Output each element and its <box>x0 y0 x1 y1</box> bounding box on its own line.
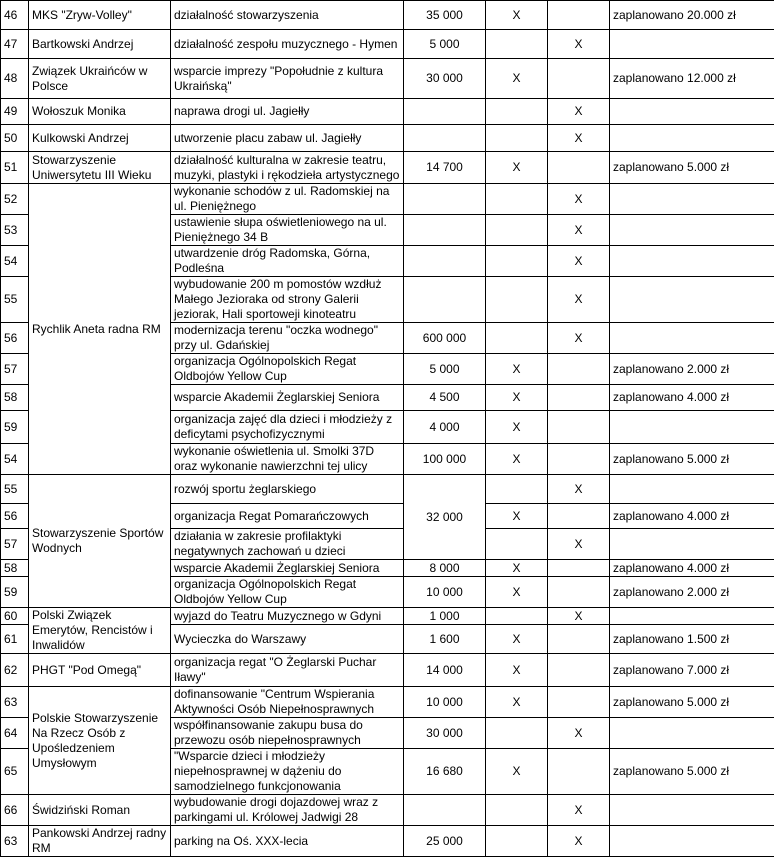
purpose-cell: wsparcie Akademii Żeglarskiej Seniora <box>171 385 404 411</box>
table-row <box>1 184 774 215</box>
amount-cell: 10 000 <box>404 577 486 608</box>
purpose-cell: utwardzenie dróg Radomska, Górna, Podleśna <box>171 246 404 277</box>
row-number: 55 <box>1 475 29 504</box>
amount-cell: 30 000 <box>404 59 486 99</box>
amount-cell: 25 000 <box>404 826 486 857</box>
mark-b-cell <box>548 59 610 99</box>
purpose-cell: naprawa drogi ul. Jagiełły <box>171 99 404 125</box>
amount-cell: 1 000 <box>404 608 486 625</box>
mark-b-cell: X <box>548 125 610 152</box>
row-number: 63 <box>1 687 29 718</box>
row-number: 47 <box>1 30 29 59</box>
note-cell: zaplanowano 4.000 zł <box>610 504 774 529</box>
purpose-cell: wybudowanie 200 m pomostów wzdłuż Małego Jezioraka od strony Galerii jeziorak, Hali sportoweji kinoteatru <box>171 277 404 323</box>
mark-b-cell <box>548 625 610 654</box>
note-cell <box>610 30 774 59</box>
purpose-cell: współfinansowanie zakupu busa do przewozu osób niepełnosprawnych <box>171 718 404 749</box>
table-row <box>1 59 774 99</box>
row-number: 49 <box>1 99 29 125</box>
row-number: 61 <box>1 625 29 654</box>
mark-a-cell: X <box>486 1 548 30</box>
note-cell <box>610 215 774 246</box>
note-cell <box>610 184 774 215</box>
purpose-cell: dofinansowanie "Centrum Wspierania Aktywności Osób Niepełnosprawnych <box>171 687 404 718</box>
mark-b-cell: X <box>548 826 610 857</box>
amount-cell: 600 000 <box>404 323 486 354</box>
applicant-cell: Rychlik Aneta radna RM <box>29 184 171 475</box>
mark-a-cell: X <box>486 59 548 99</box>
purpose-cell: organizacja Ogólnopolskich Regat Oldbojów Yellow Cup <box>171 577 404 608</box>
row-number: 54 <box>1 246 29 277</box>
amount-cell: 16 680 <box>404 749 486 795</box>
purpose-cell: działalność zespołu muzycznego - Hymen <box>171 30 404 59</box>
applicant-cell: Polskie Stowarzyszenie Na Rzecz Osób z Upośledzeniem Umysłowym <box>29 687 171 795</box>
purpose-cell: wyjazd do Teatru Muzycznego w Gdyni <box>171 608 404 625</box>
mark-b-cell: X <box>548 475 610 504</box>
mark-a-cell <box>486 277 548 323</box>
mark-a-cell <box>486 475 548 504</box>
mark-a-cell <box>486 323 548 354</box>
mark-b-cell: X <box>548 99 610 125</box>
mark-a-cell: X <box>486 560 548 577</box>
amount-cell: 8 000 <box>404 560 486 577</box>
mark-a-cell: X <box>486 385 548 411</box>
mark-a-cell <box>486 184 548 215</box>
mark-a-cell <box>486 529 548 560</box>
mark-b-cell: X <box>548 795 610 826</box>
mark-a-cell: X <box>486 152 548 184</box>
mark-b-cell: X <box>548 608 610 625</box>
row-number: 54 <box>1 444 29 475</box>
mark-a-cell <box>486 246 548 277</box>
amount-cell: 4 000 <box>404 411 486 444</box>
purpose-cell: ustawienie słupa oświetleniowego na ul. Pieniężnego 34 B <box>171 215 404 246</box>
applicant-cell: Polski Związek Emerytów, Rencistów i Inwalidów <box>29 608 171 654</box>
table-row <box>1 475 774 504</box>
note-cell <box>610 277 774 323</box>
row-number: 57 <box>1 354 29 385</box>
mark-a-cell: X <box>486 354 548 385</box>
applicant-cell: Bartkowski Andrzej <box>29 30 171 59</box>
note-cell <box>610 125 774 152</box>
row-number: 66 <box>1 795 29 826</box>
purpose-cell: organizacja regat "O Żeglarski Puchar Iławy" <box>171 654 404 687</box>
amount-cell: 1 600 <box>404 625 486 654</box>
purpose-cell: wykonanie schodów z ul. Radomskiej na ul. Pieniężnego <box>171 184 404 215</box>
table-row <box>1 654 774 687</box>
row-number: 60 <box>1 608 29 625</box>
row-number: 48 <box>1 59 29 99</box>
purpose-cell: wsparcie Akademii Żeglarskiej Seniora <box>171 560 404 577</box>
purpose-cell: Wycieczka do Warszawy <box>171 625 404 654</box>
amount-cell: 5 000 <box>404 354 486 385</box>
note-cell <box>610 246 774 277</box>
mark-b-cell <box>548 411 610 444</box>
applicant-cell: MKS "Zryw-Volley" <box>29 1 171 30</box>
purpose-cell: utworzenie placu zabaw ul. Jagiełły <box>171 125 404 152</box>
row-number: 63 <box>1 826 29 857</box>
note-cell: zaplanowano 12.000 zł <box>610 59 774 99</box>
applicant-cell: Wołoszuk Monika <box>29 99 171 125</box>
amount-cell: 14 700 <box>404 152 486 184</box>
table-row <box>1 608 774 625</box>
mark-b-cell: X <box>548 323 610 354</box>
row-number: 55 <box>1 277 29 323</box>
mark-a-cell: X <box>486 577 548 608</box>
row-number: 62 <box>1 654 29 687</box>
mark-b-cell: X <box>548 30 610 59</box>
table-row <box>1 1 774 30</box>
amount-cell: 32 000 <box>404 475 486 560</box>
note-cell: zaplanowano 4.000 zł <box>610 560 774 577</box>
purpose-cell: parking na Oś. XXX-lecia <box>171 826 404 857</box>
purpose-cell: organizacja Ogólnopolskich Regat Oldbojów Yellow Cup <box>171 354 404 385</box>
applicant-cell: Związek Ukraińców w Polsce <box>29 59 171 99</box>
mark-b-cell <box>548 749 610 795</box>
amount-cell: 5 000 <box>404 30 486 59</box>
purpose-cell: organizacja zajęć dla dzieci i młodzieży z deficytami psychofizycznymi <box>171 411 404 444</box>
note-cell <box>610 323 774 354</box>
row-number: 56 <box>1 504 29 529</box>
mark-a-cell <box>486 826 548 857</box>
table-row <box>1 125 774 152</box>
row-number: 65 <box>1 749 29 795</box>
note-cell: zaplanowano 7.000 zł <box>610 654 774 687</box>
purpose-cell: wsparcie imprezy "Popołudnie z kultura Ukraińską" <box>171 59 404 99</box>
mark-b-cell <box>548 1 610 30</box>
amount-cell <box>404 99 486 125</box>
mark-b-cell <box>548 560 610 577</box>
purpose-cell: działalność stowarzyszenia <box>171 1 404 30</box>
amount-cell <box>404 277 486 323</box>
mark-b-cell <box>548 654 610 687</box>
mark-a-cell <box>486 30 548 59</box>
mark-b-cell <box>548 354 610 385</box>
mark-a-cell: X <box>486 411 548 444</box>
note-cell <box>610 475 774 504</box>
applicant-cell: PHGT "Pod Omegą" <box>29 654 171 687</box>
row-number: 58 <box>1 560 29 577</box>
amount-cell <box>404 215 486 246</box>
mark-b-cell <box>548 444 610 475</box>
mark-b-cell <box>548 152 610 184</box>
purpose-cell: modernizacja terenu "oczka wodnego" przy ul. Gdańskiej <box>171 323 404 354</box>
mark-a-cell <box>486 718 548 749</box>
mark-a-cell: X <box>486 625 548 654</box>
mark-a-cell: X <box>486 654 548 687</box>
note-cell: zaplanowano 1.500 zł <box>610 625 774 654</box>
mark-b-cell <box>548 504 610 529</box>
table-row <box>1 99 774 125</box>
row-number: 46 <box>1 1 29 30</box>
applicant-cell: Świdziński Roman <box>29 795 171 826</box>
row-number: 53 <box>1 215 29 246</box>
purpose-cell: działania w zakresie profilaktyki negatywnych zachowań u dzieci <box>171 529 404 560</box>
amount-cell: 14 000 <box>404 654 486 687</box>
mark-b-cell <box>548 577 610 608</box>
purpose-cell: "Wsparcie dzieci i młodzieży niepełnosprawnej w dążeniu do samodzielnego funkcjonowania <box>171 749 404 795</box>
table-row <box>1 795 774 826</box>
applicant-cell: Kulkowski Andrzej <box>29 125 171 152</box>
note-cell: zaplanowano 5.000 zł <box>610 749 774 795</box>
amount-cell: 30 000 <box>404 718 486 749</box>
row-number: 57 <box>1 529 29 560</box>
mark-a-cell: X <box>486 504 548 529</box>
mark-a-cell <box>486 215 548 246</box>
amount-cell <box>404 125 486 152</box>
mark-a-cell <box>486 125 548 152</box>
amount-cell: 100 000 <box>404 444 486 475</box>
row-number: 56 <box>1 323 29 354</box>
amount-cell: 35 000 <box>404 1 486 30</box>
note-cell: zaplanowano 5.000 zł <box>610 687 774 718</box>
row-number: 64 <box>1 718 29 749</box>
table-row <box>1 152 774 184</box>
amount-cell <box>404 795 486 826</box>
mark-b-cell: X <box>548 529 610 560</box>
table-row <box>1 687 774 718</box>
purpose-cell: wybudowanie drogi dojazdowej wraz z parkingami ul. Królowej Jadwigi 28 <box>171 795 404 826</box>
purpose-cell: wykonanie oświetlenia ul. Smolki 37D oraz wykonanie nawierzchni tej ulicy <box>171 444 404 475</box>
row-number: 58 <box>1 385 29 411</box>
mark-b-cell <box>548 385 610 411</box>
applicant-cell: Stowarzyszenie Sportów Wodnych <box>29 475 171 608</box>
note-cell <box>610 99 774 125</box>
row-number: 52 <box>1 184 29 215</box>
note-cell <box>610 718 774 749</box>
mark-b-cell: X <box>548 215 610 246</box>
mark-b-cell: X <box>548 718 610 749</box>
amount-cell: 4 500 <box>404 385 486 411</box>
note-cell: zaplanowano 5.000 zł <box>610 444 774 475</box>
table-row <box>1 826 774 857</box>
mark-b-cell: X <box>548 246 610 277</box>
applicant-cell: Pankowski Andrzej radny RM <box>29 826 171 857</box>
note-cell: zaplanowano 5.000 zł <box>610 152 774 184</box>
note-cell: zaplanowano 4.000 zł <box>610 385 774 411</box>
mark-a-cell: X <box>486 444 548 475</box>
purpose-cell: rozwój sportu żeglarskiego <box>171 475 404 504</box>
mark-a-cell <box>486 608 548 625</box>
amount-cell <box>404 184 486 215</box>
mark-a-cell <box>486 795 548 826</box>
mark-a-cell <box>486 99 548 125</box>
note-cell <box>610 826 774 857</box>
note-cell: zaplanowano 2.000 zł <box>610 577 774 608</box>
mark-b-cell <box>548 687 610 718</box>
note-cell: zaplanowano 2.000 zł <box>610 354 774 385</box>
row-number: 50 <box>1 125 29 152</box>
note-cell <box>610 411 774 444</box>
purpose-cell: działalność kulturalna w zakresie teatru, muzyki, plastyki i rękodzieła artystycznego <box>171 152 404 184</box>
applicant-cell: Stowarzyszenie Uniwersytetu III Wieku <box>29 152 171 184</box>
table-row <box>1 30 774 59</box>
amount-cell <box>404 246 486 277</box>
note-cell <box>610 608 774 625</box>
mark-b-cell: X <box>548 184 610 215</box>
note-cell: zaplanowano 20.000 zł <box>610 1 774 30</box>
mark-a-cell: X <box>486 687 548 718</box>
mark-b-cell: X <box>548 277 610 323</box>
note-cell <box>610 529 774 560</box>
row-number: 59 <box>1 577 29 608</box>
row-number: 59 <box>1 411 29 444</box>
row-number: 51 <box>1 152 29 184</box>
note-cell <box>610 795 774 826</box>
mark-a-cell: X <box>486 749 548 795</box>
amount-cell: 10 000 <box>404 687 486 718</box>
purpose-cell: organizacja Regat Pomarańczowych <box>171 504 404 529</box>
